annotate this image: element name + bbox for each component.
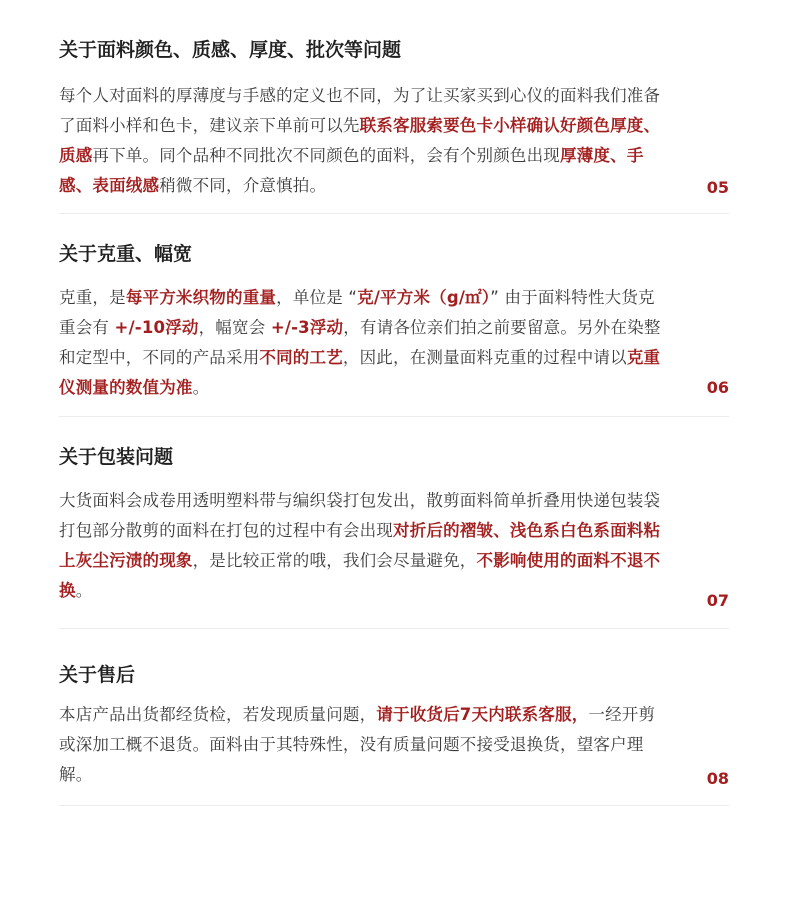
section-title: 关于包装问题 <box>59 446 174 468</box>
section-body <box>59 700 665 790</box>
body-text: ，有请各位亲们拍之前要留意。另外在染整和定型中，不同的产品采用 <box>59 318 661 367</box>
section-color-texture <box>59 38 729 214</box>
section-body <box>59 486 665 606</box>
body-text: 。 <box>75 581 93 600</box>
highlight-text: 不影响使用的面料不退不换 <box>59 551 661 600</box>
section-packaging <box>59 445 729 629</box>
body-text: 再下单。同个品种不同批次不同颜色的面料，会有个别颜色出现 <box>92 146 561 165</box>
body-text: 。 <box>192 378 210 397</box>
body-text: ，单位是 “ <box>276 288 358 307</box>
section-number: 05 <box>706 178 729 197</box>
body-text: ，是比较正常的哦，我们会尽量避免， <box>192 551 477 570</box>
highlight-text: 克重仪测量的数值为准 <box>59 348 661 397</box>
highlight-text: +/-10浮动 <box>114 318 199 337</box>
body-text: ，因此，在测量面料克重的过程中请以 <box>342 348 627 367</box>
section-title: 关于面料颜色、质感、厚度、批次等问题 <box>59 39 402 61</box>
section-title: 关于售后 <box>59 664 136 686</box>
body-text: ，幅宽会 <box>198 318 271 337</box>
highlight-text: 不同的工艺 <box>259 348 343 367</box>
body-text: 每个人对面料的厚薄度与手感的定义也不同，为了让买家买到心仪的面料我们准备了面料小样和色卡，建议亲下单前可以先 <box>59 86 661 135</box>
highlight-text: +/-3浮动 <box>270 318 344 337</box>
section-number: 08 <box>706 769 729 788</box>
section-body <box>59 81 665 201</box>
section-number: 07 <box>706 591 729 610</box>
section-body <box>59 283 665 403</box>
section-title: 关于克重、幅宽 <box>59 243 193 265</box>
body-text: 一经开剪或深加工概不退货。面料由于其特殊性，没有质量问题不接受退换货，望客户理解。 <box>59 705 656 784</box>
highlight-text: 请于收货后7天内联系客服， <box>376 705 589 724</box>
highlight-text: 克/平方米（g/㎡） <box>357 288 491 307</box>
highlight-text: 每平方米织物的重量 <box>125 288 277 307</box>
highlight-text: 厚薄度、手感、表面绒感 <box>59 146 644 195</box>
body-text: 本店产品出货都经货检，若发现质量问题， <box>59 705 377 724</box>
body-text: 大货面料会成卷用透明塑料带与编织袋打包发出，散剪面料简单折叠用快递包装袋打包部分散剪的面料在打包的过程中有会出现 <box>59 491 661 540</box>
section-after-sales <box>59 663 729 806</box>
highlight-text: 联系客服索要色卡小样确认好颜色厚度、质感 <box>59 116 661 165</box>
body-text: 克重，是 <box>59 288 126 307</box>
body-text: 稍微不同，介意慎拍。 <box>159 176 327 195</box>
section-number: 06 <box>706 378 729 397</box>
highlight-text: 对折后的褶皱、浅色系白色系面料粘上灰尘污渍的现象 <box>59 521 661 570</box>
body-text: ” 由于面料特性大货克重会有 <box>59 288 655 337</box>
section-weight-width <box>59 242 729 417</box>
